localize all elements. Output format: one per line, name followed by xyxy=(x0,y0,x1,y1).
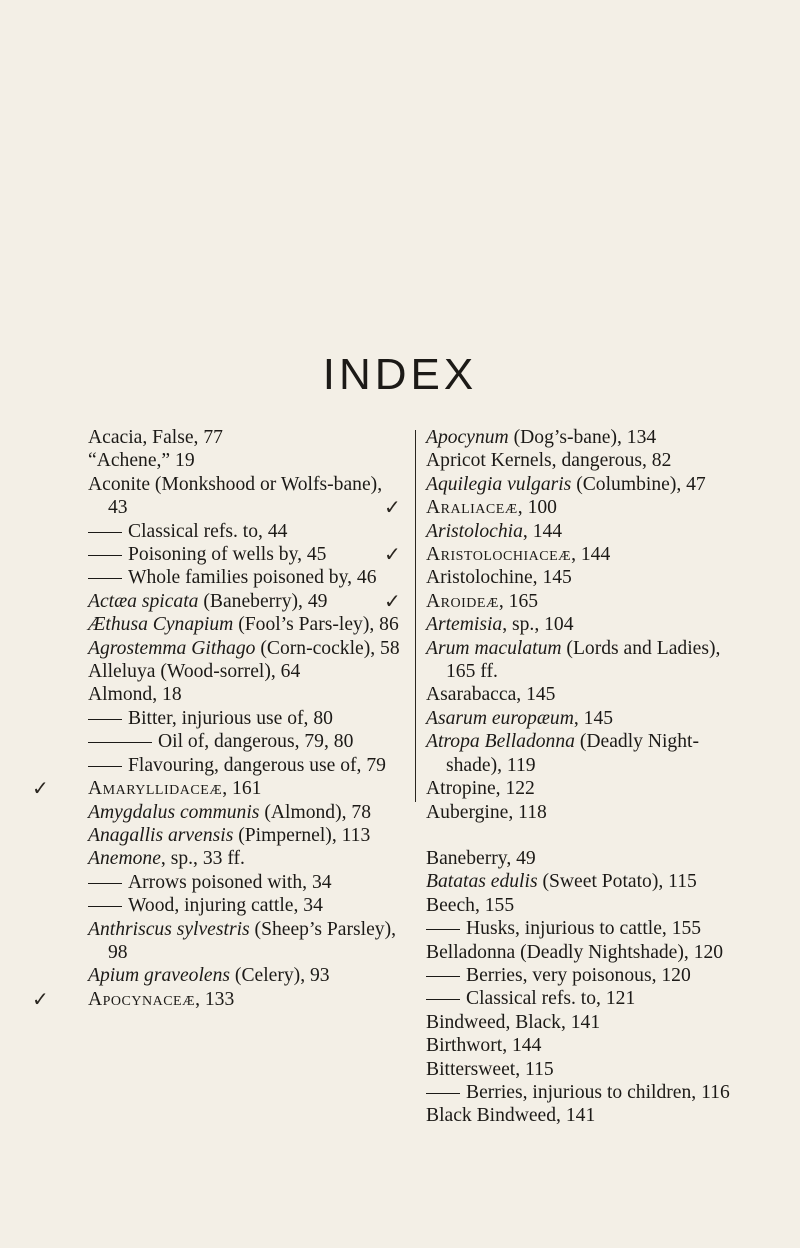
ditto-dash xyxy=(88,742,152,743)
entry-latin-name: Anemone xyxy=(88,848,161,870)
index-entry xyxy=(88,473,404,520)
index-entry xyxy=(426,1104,744,1127)
index-subentry xyxy=(88,894,404,917)
entry-latin-name: Arum maculatum xyxy=(426,637,562,659)
ditto-dash xyxy=(88,906,122,907)
entry-latin-name: Actæa spicata xyxy=(88,590,199,612)
entry-reference: , 100 xyxy=(517,497,557,519)
entry-latin-name: Atropa Belladonna xyxy=(426,731,575,753)
index-entry xyxy=(426,941,744,964)
page-title: INDEX xyxy=(322,350,478,399)
index-subentry xyxy=(88,730,404,753)
entry-reference: , 145 xyxy=(573,707,614,729)
index-entry xyxy=(426,613,744,636)
index-entry xyxy=(88,964,404,987)
entry-reference: (Sheep’s Parsley), 98 xyxy=(108,918,397,963)
ditto-dash xyxy=(88,766,122,767)
entry-latin-name: Aristolochia xyxy=(426,520,523,542)
index-entry: Apocynaceæ, 133 ✓ xyxy=(32,986,235,1011)
ditto-dash xyxy=(88,719,122,720)
ditto-dash xyxy=(88,578,122,579)
entry-latin-name: Anthriscus sylvestris xyxy=(88,918,250,940)
entry-latin-name: Amygdalus communis xyxy=(88,801,260,823)
ditto-dash xyxy=(426,999,460,1000)
entry-reference: (Sweet Potato), 115 xyxy=(537,871,697,893)
entry-latin-name: Anagallis arvensis xyxy=(88,824,234,846)
entry-text: Poisoning of wells by, 45 xyxy=(128,544,327,566)
entry-text: Bittersweet, 115 xyxy=(426,1058,554,1080)
entry-reference: (Baneberry), 49 xyxy=(198,590,328,612)
index-entry xyxy=(88,660,404,683)
index-subentry xyxy=(426,987,744,1010)
entry-family-name: Apocynaceæ xyxy=(88,988,196,1010)
entry-reference: , sp., 33 ff. xyxy=(160,848,245,870)
entry-reference: (Almond), 78 xyxy=(259,801,372,823)
index-column-right xyxy=(384,426,744,1128)
entry-reference: , 144 xyxy=(522,520,563,542)
index-subentry xyxy=(426,1081,744,1104)
index-entry xyxy=(426,1058,744,1081)
entry-family-name: Amaryllidaceæ xyxy=(88,778,223,800)
entry-reference: , 161 xyxy=(222,778,262,800)
entry-text: Acacia, False, 77 xyxy=(88,427,223,448)
index-entry: Aristolochiaceæ, 144 ✓ xyxy=(384,542,611,567)
entry-reference: (Celery), 93 xyxy=(230,965,330,987)
index-entry xyxy=(426,566,744,589)
index-subentry xyxy=(426,964,744,987)
entry-reference: , 144 xyxy=(571,544,611,566)
index-entry xyxy=(426,777,744,800)
index-subentry xyxy=(88,871,404,894)
entry-text: Berries, very poisonous, 120 xyxy=(466,964,691,986)
index-entry xyxy=(426,473,744,496)
entry-reference: (Deadly Night-shade), 119 xyxy=(446,731,699,776)
index-subentry xyxy=(426,917,744,940)
entry-text: Aubergine, 118 xyxy=(426,801,547,823)
index-entry xyxy=(88,613,404,636)
entry-text: Flavouring, dangerous use of, 79 xyxy=(128,754,386,776)
entry-reference: (Pimpernel), 113 xyxy=(233,824,371,846)
entry-text: Aconite (Monkshood or Wolfs-bane), 43 xyxy=(88,473,383,519)
entry-text: Belladonna (Deadly Nightshade), 120 xyxy=(426,941,724,963)
entry-text: Alleluya (Wood-sorrel), 64 xyxy=(88,661,301,683)
entry-latin-name: Æthusa Cynapium xyxy=(88,614,234,636)
index-entry xyxy=(88,449,404,472)
entry-family-name: Aristolochiaceæ xyxy=(426,544,572,566)
index-subentry xyxy=(88,566,404,589)
index-entry: Araliaceæ, 100 ✓ xyxy=(384,495,557,520)
entry-text: Apricot Kernels, dangerous, 82 xyxy=(426,450,672,472)
entry-reference: , 133 xyxy=(195,988,235,1010)
index-entry xyxy=(88,637,404,660)
entry-reference: , 165 xyxy=(498,590,539,612)
index-entry xyxy=(88,824,404,847)
entry-text: Almond, 18 xyxy=(88,684,182,706)
entry-family-name: Aroideæ xyxy=(426,590,499,612)
index-entry xyxy=(426,1034,744,1057)
entry-text: Aristolochine, 145 xyxy=(426,567,572,589)
index-entry xyxy=(88,590,404,613)
entry-text: Asarabacca, 145 xyxy=(426,684,556,706)
entry-text: Bindweed, Black, 141 xyxy=(426,1011,601,1033)
entry-reference: (Lords and Ladies), 165 ff. xyxy=(446,637,721,683)
index-entry xyxy=(426,870,744,893)
index-entry xyxy=(426,637,744,684)
index-subentry xyxy=(88,520,404,543)
column-divider xyxy=(415,430,416,802)
entry-text: Classical refs. to, 121 xyxy=(466,988,636,1010)
entry-reference: (Fool’s Pars-ley), 86 xyxy=(233,614,399,636)
index-entry: Amaryllidaceæ, 161 ✓ xyxy=(32,776,262,801)
entry-text: Baneberry, 49 xyxy=(426,847,536,869)
entry-reference: (Corn-cockle), 58 xyxy=(255,637,400,659)
entry-reference: (Dog’s-bane), 134 xyxy=(508,427,657,448)
index-entry xyxy=(88,801,404,824)
entry-text: Berries, injurious to children, 116 xyxy=(466,1081,730,1103)
index-subentry xyxy=(88,543,404,566)
entry-latin-name: Asarum europæum xyxy=(426,707,574,729)
entry-text: “Achene,” 19 xyxy=(88,450,195,472)
index-entry xyxy=(426,449,744,472)
ditto-dash xyxy=(426,1093,460,1094)
index-entry xyxy=(88,683,404,706)
index-subentry xyxy=(88,707,404,730)
entry-text: Classical refs. to, 44 xyxy=(128,520,288,542)
entry-latin-name: Agrostemma Githago xyxy=(88,637,256,659)
index-subentry xyxy=(88,754,404,777)
entry-text: Husks, injurious to cattle, 155 xyxy=(466,918,702,940)
entry-text: Beech, 155 xyxy=(426,894,515,916)
ditto-dash xyxy=(426,976,460,977)
index-entry xyxy=(426,894,744,917)
entry-text: Black Bindweed, 141 xyxy=(426,1105,596,1127)
index-entry: Aroideæ, 165 ✓ xyxy=(384,588,539,613)
ditto-dash xyxy=(88,532,122,533)
entry-latin-name: Apocynum xyxy=(426,427,509,448)
ditto-dash xyxy=(88,883,122,884)
entry-family-name: Araliaceæ xyxy=(426,497,518,519)
entry-text: Arrows poisoned with, 34 xyxy=(128,871,332,893)
entry-text: Bitter, injurious use of, 80 xyxy=(128,707,333,729)
index-entry xyxy=(88,918,404,965)
ditto-dash xyxy=(426,929,460,930)
ditto-dash xyxy=(88,555,122,556)
index-entry xyxy=(426,847,744,870)
index-entry xyxy=(426,1011,744,1034)
entry-text: Whole families poisoned by, 46 xyxy=(128,567,377,589)
index-entry xyxy=(426,426,744,449)
entry-latin-name: Batatas edulis xyxy=(426,871,538,893)
entry-latin-name: Apium graveolens xyxy=(88,965,231,987)
entry-latin-name: Aquilegia vulgaris xyxy=(426,473,572,495)
index-entry xyxy=(426,730,744,777)
entry-reference: (Columbine), 47 xyxy=(571,473,706,495)
entry-latin-name: Artemisia xyxy=(426,614,503,636)
index-entry xyxy=(88,426,404,449)
entry-reference: , sp., 104 xyxy=(502,614,574,636)
entry-text: Birthwort, 144 xyxy=(426,1035,542,1057)
entry-text: Atropine, 122 xyxy=(426,778,535,800)
index-entry xyxy=(88,847,404,870)
index-entry xyxy=(426,707,744,730)
index-entry xyxy=(426,520,744,543)
entry-text: Oil of, dangerous, 79, 80 xyxy=(158,731,354,753)
index-entry xyxy=(426,683,744,706)
index-column-left xyxy=(32,426,404,1011)
entry-text: Wood, injuring cattle, 34 xyxy=(128,895,323,917)
index-entry xyxy=(426,801,744,824)
section-gap xyxy=(426,824,744,847)
